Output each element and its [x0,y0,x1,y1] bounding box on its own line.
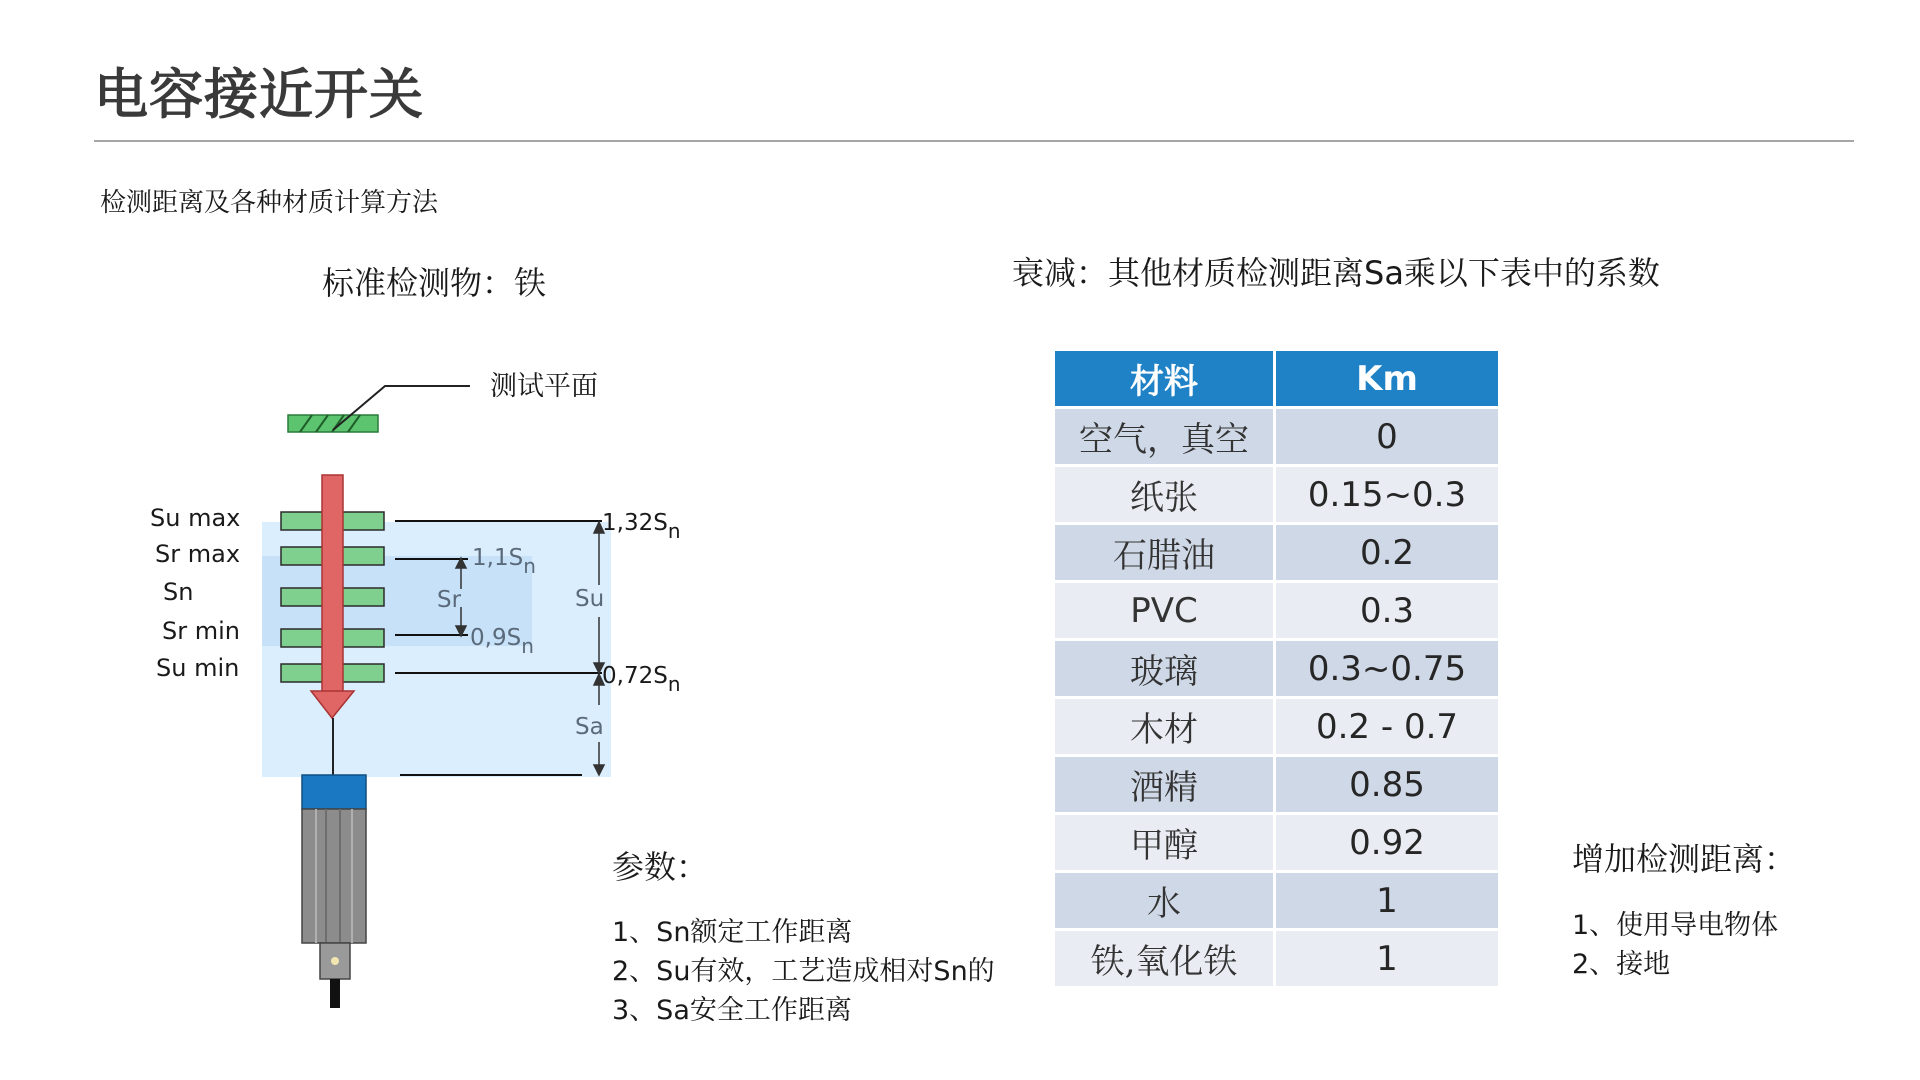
label-sr-min: Sr min [162,617,240,645]
increase-distance-heading: 增加检测距离： [1572,840,1797,878]
km-cell: 1 [1276,873,1498,931]
km-cell: 0.2 [1276,525,1498,583]
material-cell: 铁,氧化铁 [1055,931,1276,989]
material-cell: 木材 [1055,699,1276,757]
km-cell: 0.3~0.75 [1276,641,1498,699]
table-row [1055,525,1498,583]
param-item: 1、Sn额定工作距离 [612,917,853,948]
table-header-row [1055,351,1498,409]
table-row [1055,641,1498,699]
section-subtitle: 检测距离及各种材质计算方法 [100,188,439,218]
material-cell: 酒精 [1055,757,1276,815]
material-coefficient-table [1055,351,1498,989]
su-range-label: Su [575,586,605,612]
value-label-09: 0,9Sn [470,625,534,658]
km-cell: 0.15~0.3 [1276,467,1498,525]
km-cell: 1 [1276,931,1498,989]
material-cell: 玻璃 [1055,641,1276,699]
increase-item: 1、使用导电物体 [1572,910,1779,941]
label-sr-max: Sr max [155,540,241,568]
value-label-072: 0,72Sn [602,663,681,696]
param-item: 3、Sa安全工作距离 [612,995,852,1026]
header-material: 材料 [1055,351,1276,409]
header-km: Km [1276,351,1498,409]
label-su-min: Su min [156,654,240,682]
label-sn: Sn [163,578,194,606]
table-row [1055,409,1498,467]
material-cell: PVC [1055,583,1276,641]
km-cell: 0.3 [1276,583,1498,641]
table-row [1055,467,1498,525]
table-row [1055,699,1498,757]
standard-object-heading: 标准检测物：铁 [322,264,547,302]
km-cell: 0.2 - 0.7 [1276,699,1498,757]
label-su-max: Su max [150,504,241,532]
test-plane-label: 测试平面 [490,371,598,402]
value-label-132: 1,32Sn [602,510,681,543]
value-label-11: 1,1Sn [472,545,536,578]
table-row [1055,583,1498,641]
material-cell: 空气，真空 [1055,409,1276,467]
sa-range-label: Sa [575,714,604,740]
material-cell: 甲醇 [1055,815,1276,873]
increase-item: 2、接地 [1572,949,1671,980]
material-cell: 水 [1055,873,1276,931]
km-cell: 0.92 [1276,815,1498,873]
page-title: 电容接近开关 [94,63,424,126]
km-cell: 0.85 [1276,757,1498,815]
table-row [1055,815,1498,873]
param-item: 2、Su有效，工艺造成相对Sn的 [612,956,995,987]
table-row [1055,757,1498,815]
attenuation-heading: 衰减：其他材质检测距离Sa乘以下表中的系数 [1012,254,1660,292]
table-row [1055,931,1498,989]
material-cell: 石腊油 [1055,525,1276,583]
sr-range-label: Sr [437,587,462,613]
params-heading: 参数： [612,848,709,886]
material-cell: 纸张 [1055,467,1276,525]
table-row [1055,873,1498,931]
km-cell: 0 [1276,409,1498,467]
